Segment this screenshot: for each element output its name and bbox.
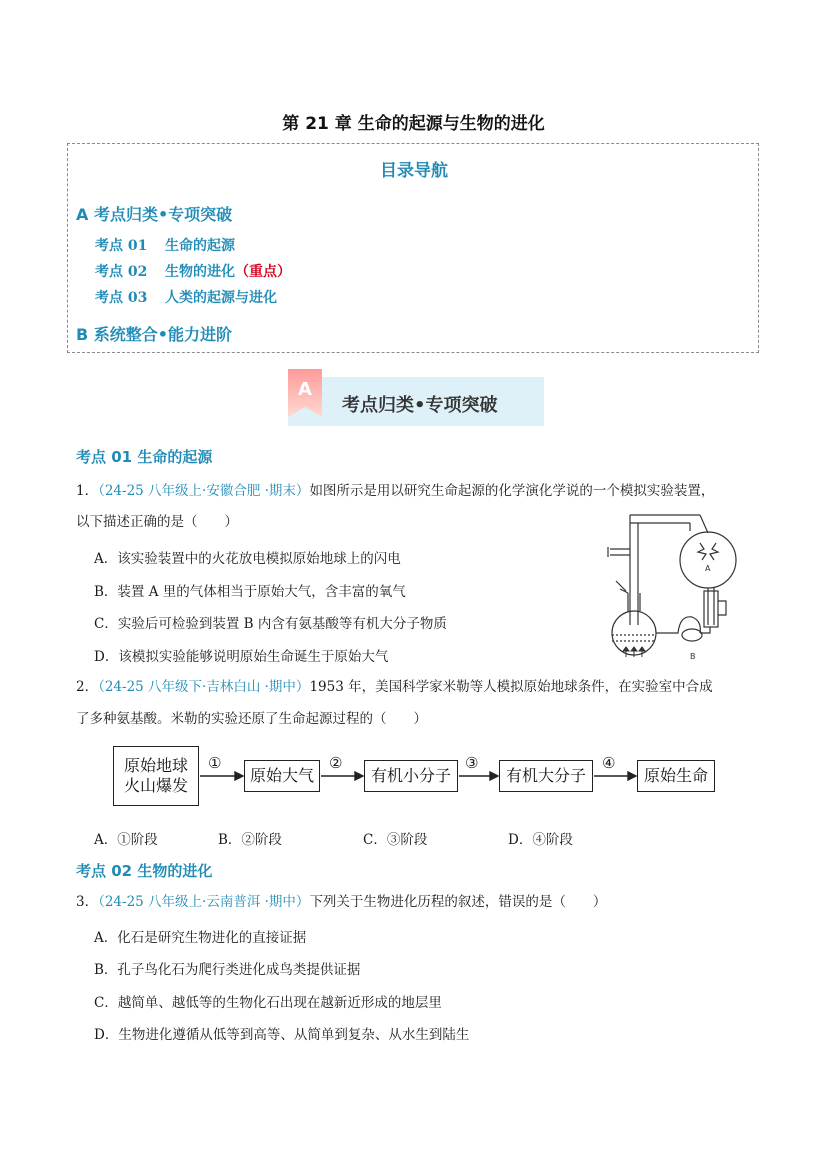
toc-item-label: 生命的起源 <box>165 238 235 254</box>
q2-stem2: 了多种氨基酸。米勒的实验还原了生命起源过程的（ ） <box>76 711 427 727</box>
banner-text: 考点归类•专项突破 <box>342 395 498 416</box>
q2-option-b[interactable]: B．②阶段 <box>218 832 282 848</box>
banner-badge-letter: A <box>298 379 312 400</box>
flow-box-small-organic: 有机小分子 <box>364 760 458 792</box>
q3-option-a[interactable]: A．化石是研究生物进化的直接证据 <box>94 930 307 946</box>
toc-item-num: 考点 03 <box>95 290 148 306</box>
q2-num: 2． <box>76 679 99 695</box>
q2-option-a[interactable]: A．①阶段 <box>94 832 158 848</box>
figure-label-b: B <box>690 652 696 661</box>
flow-step-1: ① <box>208 754 222 772</box>
toc-item-03[interactable] <box>95 287 277 307</box>
q1-option-b[interactable]: B．装置 A 里的气体相当于原始大气，含丰富的氧气 <box>94 584 406 600</box>
q3-option-d[interactable]: D．生物进化遵循从低等到高等、从简单到复杂、从水生到陆生 <box>94 1027 470 1043</box>
flow-box-volcano: 原始地球 火山爆发 <box>113 746 199 806</box>
toc-section-b[interactable]: B 系统整合•能力进阶 <box>76 325 232 344</box>
toc-item-02[interactable] <box>95 261 291 281</box>
flow-box-primitive-life: 原始生命 <box>637 760 715 792</box>
kp2-title: 考点 02 生物的进化 <box>76 862 213 880</box>
figure-label-a: A <box>705 564 711 573</box>
page-title: 第 21 章 生命的起源与生物的进化 <box>282 114 545 134</box>
q1-option-c[interactable]: C．实验后可检验到装置 B 内含有氨基酸等有机大分子物质 <box>94 616 447 632</box>
toc-item-num: 考点 01 <box>95 238 148 254</box>
q2-source: （24-25 八年级下·吉林白山 ·期中） <box>98 679 310 695</box>
flow-step-4: ④ <box>602 754 616 772</box>
flow-box-large-organic: 有机大分子 <box>499 760 593 792</box>
toc-item-label: 人类的起源与进化 <box>165 290 277 306</box>
key-point-tag: （重点） <box>235 264 291 280</box>
q1-num: 1． <box>76 483 99 499</box>
q1-stem2: 以下描述正确的是（ ） <box>76 514 238 530</box>
q3-source: （24-25 八年级上·云南普洱 ·期中） <box>98 894 310 910</box>
toc-item-01[interactable] <box>95 235 235 255</box>
q3-line1 <box>76 892 776 912</box>
toc-item-label: 生物的进化 <box>165 264 235 280</box>
q2-option-d[interactable]: D．④阶段 <box>508 832 573 848</box>
q3-stem: 下列关于生物进化历程的叙述，错误的是（ ） <box>309 894 607 910</box>
miller-apparatus-figure <box>590 505 750 665</box>
q3-option-c[interactable]: C．越简单、越低等的生物化石出现在越新近形成的地层里 <box>94 995 442 1011</box>
q1-source: （24-25 八年级上·安徽合肥 ·期末） <box>98 483 310 499</box>
flow-box-atmosphere: 原始大气 <box>244 760 320 792</box>
flow-arrows <box>0 740 827 810</box>
toc-item-num: 考点 02 <box>95 264 148 280</box>
toc-heading: 目录导航 <box>380 161 448 181</box>
flow-step-3: ③ <box>465 754 479 772</box>
banner-badge-icon <box>288 369 324 417</box>
q1-option-a[interactable]: A．该实验装置中的火花放电模拟原始地球上的闪电 <box>94 551 401 567</box>
toc-section-a[interactable]: A 考点归类•专项突破 <box>76 205 233 224</box>
q2-line1 <box>76 677 776 697</box>
toc-box <box>67 143 759 353</box>
q1-stem1: 如图所示是用以研究生命起源的化学演化学说的一个模拟实验装置， <box>309 483 715 499</box>
flow-step-2: ② <box>329 754 343 772</box>
q3-num: 3． <box>76 894 99 910</box>
q2-stem1: 1953 年，美国科学家米勒等人模拟原始地球条件，在实验室中合成 <box>309 679 713 695</box>
kp1-title: 考点 01 生命的起源 <box>76 448 213 466</box>
q2-option-c[interactable]: C．③阶段 <box>363 832 428 848</box>
q1-option-d[interactable]: D．该模拟实验能够说明原始生命诞生于原始大气 <box>94 649 389 665</box>
q3-option-b[interactable]: B．孔子鸟化石为爬行类进化成鸟类提供证据 <box>94 962 361 978</box>
q1-line1 <box>76 481 766 501</box>
